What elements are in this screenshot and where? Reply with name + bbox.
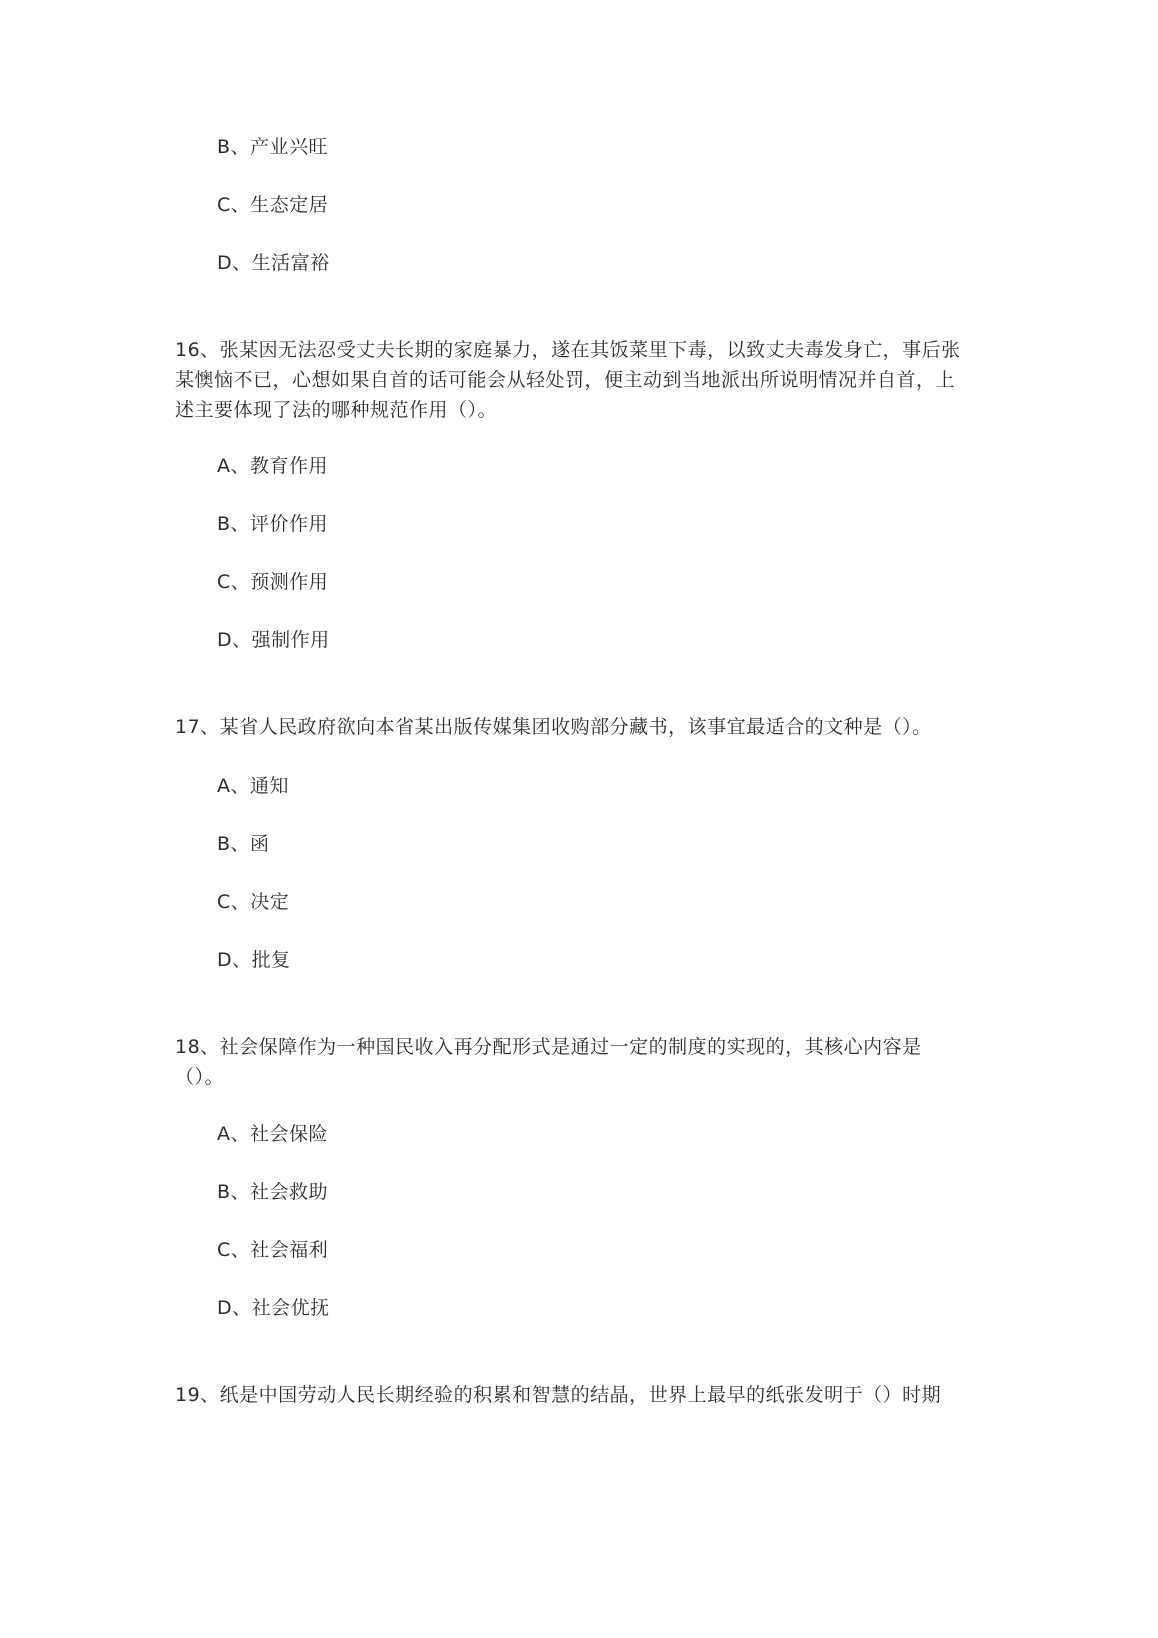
question-16-option-c: C、预测作用 xyxy=(217,571,329,593)
question-18-option-d: D、社会优抚 xyxy=(217,1297,330,1319)
question-18-option-b: B、社会救助 xyxy=(217,1181,329,1203)
question-16-text: 16、张某因无法忍受丈夫长期的家庭暴力，遂在其饭菜里下毒，以致丈夫毒发身亡，事后张某懊恼不已，心想如果自首的话可能会从轻处罚，便主动到当地派出所说明情况并自首，上述主要体现了法的哪种规范作用（）。 xyxy=(175,339,961,421)
option-b: B、产业兴旺 xyxy=(217,136,329,158)
question-19-text: 19、纸是中国劳动人民长期经验的积累和智慧的结晶，世界上最早的纸张发明于（）时期 xyxy=(175,1384,942,1406)
question-17-option-d: D、批复 xyxy=(217,949,291,971)
question-17-option-c: C、决定 xyxy=(217,891,290,913)
question-16-option-a: A、教育作用 xyxy=(217,455,328,477)
question-18-text: 18、社会保障作为一种国民收入再分配形式是通过一定的制度的实现的，其核心内容是（）。 xyxy=(175,1036,922,1088)
option-c: C、生态定居 xyxy=(217,194,329,216)
question-17-option-a: A、通知 xyxy=(217,775,289,797)
question-16-option-d: D、强制作用 xyxy=(217,629,330,651)
question-17-text: 17、某省人民政府欲向本省某出版传媒集团收购部分藏书，该事宜最适合的文种是（）。 xyxy=(175,716,932,738)
option-d: D、生活富裕 xyxy=(217,252,330,274)
question-18-option-a: A、社会保险 xyxy=(217,1123,328,1145)
question-16-option-b: B、评价作用 xyxy=(217,513,329,535)
question-18-option-c: C、社会福利 xyxy=(217,1239,329,1261)
question-17-option-b: B、函 xyxy=(217,833,270,855)
